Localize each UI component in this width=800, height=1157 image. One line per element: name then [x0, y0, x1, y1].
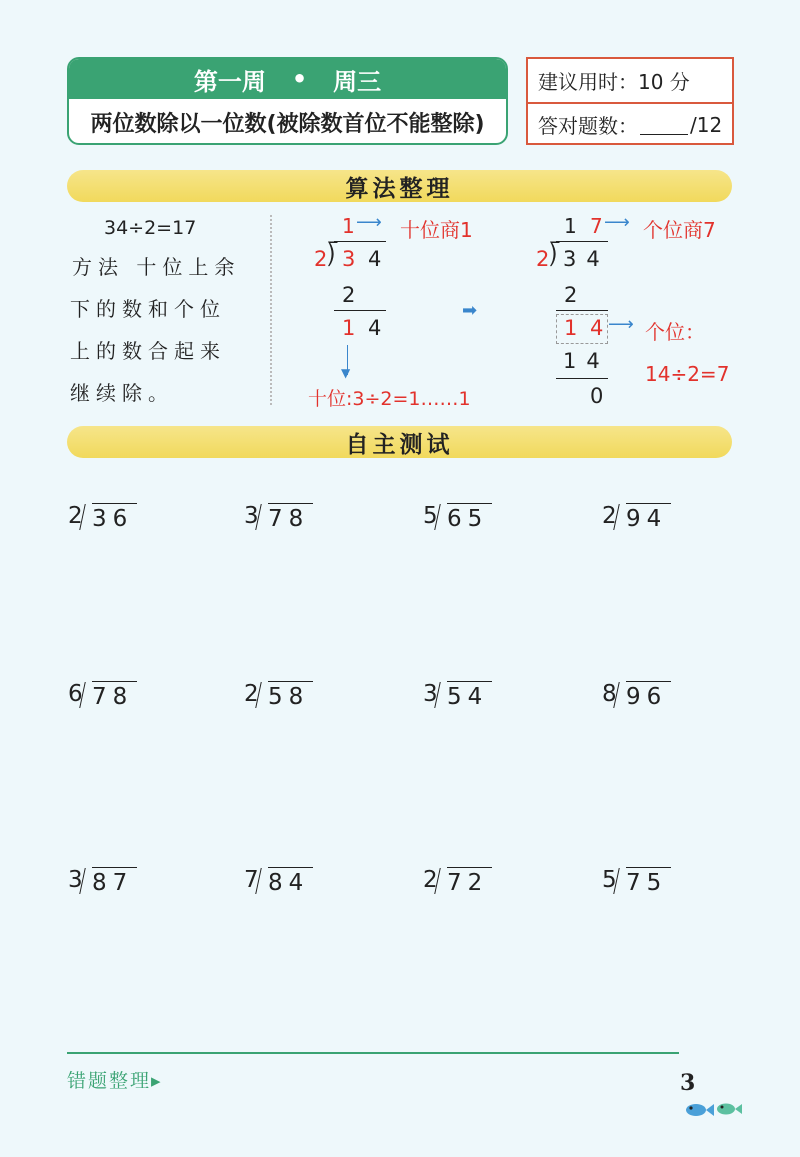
suggested-time: 建议用时：10 分 — [538, 70, 690, 94]
ex1-tens-note: 十位:3÷2=1……1 — [308, 388, 471, 410]
ex1-quotient-note: 十位商1 — [400, 218, 473, 242]
ex1-arrow-icon: ⟶ — [356, 212, 382, 233]
problem-divisor: 5 — [602, 867, 617, 893]
ex2-final-remainder: 0 — [590, 384, 604, 408]
method-equation: 34÷2=17 — [104, 217, 197, 239]
problem-divisor: 2 — [602, 503, 617, 529]
problem-dividend: 58 — [268, 681, 313, 710]
ex2-rem-ones: 4 — [590, 316, 604, 340]
page-number: 3 — [680, 1070, 696, 1096]
ex2-quotient-note: 个位商7 — [643, 218, 716, 242]
problem-divisor: 3 — [423, 681, 438, 707]
ex1-division-bar — [334, 241, 386, 242]
method-line-1: 方法 十位上余 — [72, 255, 241, 279]
problem-dividend: 36 — [92, 503, 137, 532]
score-total: /12 — [690, 112, 723, 137]
score-row — [528, 102, 732, 145]
problem-divisor: 2 — [244, 681, 259, 707]
score-label: 答对题数： — [538, 114, 638, 138]
separator-dot: • — [291, 65, 308, 93]
ex2-subtract: 2 — [564, 283, 578, 307]
score-blank[interactable] — [640, 115, 688, 135]
method-line-3: 上的数合起来 — [70, 339, 226, 363]
problem-dividend: 65 — [447, 503, 492, 532]
ex2-arrow-icon: ⟶ — [604, 212, 630, 233]
problem-dividend: 54 — [447, 681, 492, 710]
error-review-label: 错题整理▸ — [67, 1070, 163, 1092]
ex2-division-bar — [556, 241, 608, 242]
ex1-quotient: 1 — [342, 214, 355, 238]
problem-divisor: 3 — [68, 867, 83, 893]
ex2-subtract-2: 14 — [563, 349, 610, 373]
problem-dividend: 78 — [268, 503, 313, 532]
ex2-divisor: 2 — [536, 247, 550, 271]
method-text — [70, 210, 260, 414]
fish-icon — [682, 1098, 742, 1120]
problem-dividend: 84 — [268, 867, 313, 896]
method-line-4: 继续除。 — [70, 381, 174, 405]
problem-dividend: 72 — [447, 867, 492, 896]
ex1-dividend-ones: 4 — [368, 247, 382, 271]
problem-dividend: 78 — [92, 681, 137, 710]
problem-divisor: 2 — [423, 867, 438, 893]
info-box — [526, 57, 734, 145]
footer-divider — [67, 1052, 679, 1054]
problem-divisor: 3 — [244, 503, 259, 529]
problem-divisor: 6 — [68, 681, 83, 707]
ex1-bracket: ⟌ — [327, 242, 338, 272]
problem-divisor: 5 — [423, 503, 438, 529]
problem-dividend: 94 — [626, 503, 671, 532]
problem-dividend: 75 — [626, 867, 671, 896]
problem-divisor: 8 — [602, 681, 617, 707]
problem-divisor: 2 — [68, 503, 83, 529]
ex1-rem-tens: 1 — [342, 316, 356, 340]
section-method-title: 算法整理 — [67, 170, 732, 202]
ex1-divisor: 2 — [314, 247, 328, 271]
ex1-sub-bar — [334, 310, 386, 311]
ex2-rem-tens: 1 — [564, 316, 578, 340]
topic-title: 两位数除以一位数(被除数首位不能整除) — [90, 111, 485, 137]
ex2-quotient-ones: 7 — [590, 214, 603, 238]
day-label: 周三 — [333, 67, 382, 96]
lesson-header — [67, 57, 508, 145]
section-test-title: 自主测试 — [67, 426, 732, 458]
ex2-sub-bar-2 — [556, 378, 608, 379]
fish-decoration-icon — [682, 1098, 742, 1125]
ex1-down-arrow-icon: ▼ — [341, 366, 351, 380]
method-divider — [270, 215, 272, 405]
lesson-header-top — [69, 59, 506, 99]
ex2-dividend: 34 — [563, 247, 610, 271]
ex1-subtract: 2 — [342, 283, 356, 307]
ex2-ones-arrow-icon: ⟶ — [608, 314, 634, 335]
next-step-arrow-icon: ➡ — [462, 300, 478, 321]
ex2-ones-equation: 14÷2=7 — [645, 362, 730, 386]
problem-dividend: 87 — [92, 867, 137, 896]
ex1-dividend-tens: 3 — [342, 247, 356, 271]
ex2-sub-bar — [556, 310, 608, 311]
problem-dividend: 96 — [626, 681, 671, 710]
ex1-rem-ones: 4 — [368, 316, 382, 340]
ex2-quotient-tens: 1 — [564, 214, 577, 238]
ex2-ones-note: 个位： — [645, 320, 705, 344]
method-line-2: 下的数和个位 — [70, 297, 226, 321]
week-label: 第一周 — [193, 67, 266, 96]
ex2-bracket: ⟌ — [549, 242, 560, 272]
problem-divisor: 7 — [244, 867, 259, 893]
